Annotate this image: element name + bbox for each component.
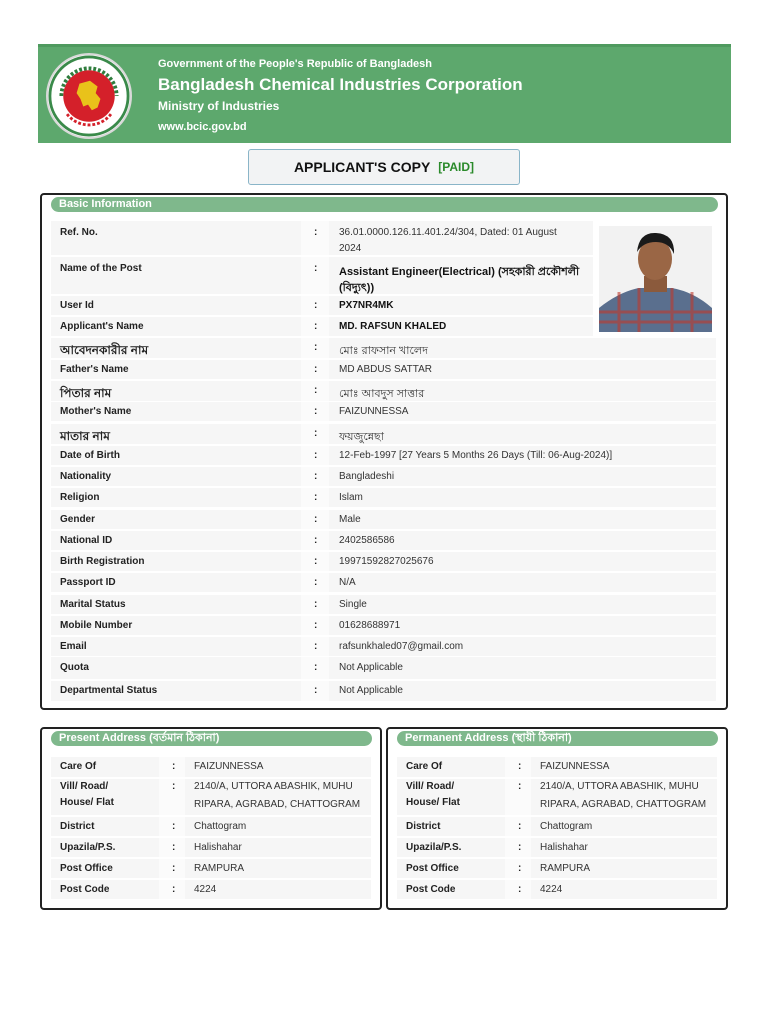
- field-label: Passport ID: [60, 577, 116, 588]
- basic-info-row: [51, 338, 716, 358]
- field-separator: :: [314, 406, 318, 417]
- field-value: rafsunkhaled07@gmail.com: [339, 641, 464, 652]
- field-separator: :: [314, 364, 318, 375]
- basic-info-row: [51, 637, 716, 656]
- field-separator: :: [518, 761, 522, 772]
- basic-info-row: [51, 573, 716, 592]
- field-value: MD ABDUS SATTAR: [339, 364, 432, 375]
- field-label: Father's Name: [60, 364, 129, 375]
- field-separator: :: [314, 685, 318, 696]
- government-seal-logo: [46, 53, 132, 139]
- field-label: User Id: [60, 300, 94, 311]
- field-separator: :: [314, 577, 318, 588]
- header-banner: [38, 44, 731, 143]
- present-address-row: [51, 757, 371, 777]
- permanent-address-row: [397, 779, 717, 815]
- present-address-row: [51, 817, 371, 836]
- basic-info-row: [51, 446, 716, 465]
- field-label: Post Office: [60, 863, 113, 874]
- field-separator: :: [314, 428, 318, 439]
- permanent-address-row: [397, 817, 717, 836]
- field-separator: :: [314, 471, 318, 482]
- field-label: মাতার নাম: [60, 429, 110, 443]
- field-separator: :: [314, 662, 318, 673]
- basic-information-heading: Basic Information: [51, 197, 718, 212]
- website-link[interactable]: www.bcic.gov.bd: [158, 121, 247, 133]
- present-address-row: [51, 838, 371, 857]
- field-label: District: [60, 821, 95, 832]
- field-value: Halishahar: [194, 842, 242, 853]
- field-value: Single: [339, 599, 367, 610]
- field-value: Assistant Engineer(Electrical) (সহকারী প্রকৌশলী: [339, 266, 580, 278]
- paid-status-badge: [PAID]: [438, 160, 475, 174]
- field-separator: :: [172, 821, 176, 832]
- organization-name: Bangladesh Chemical Industries Corporation: [158, 75, 523, 94]
- permanent-address-heading: Permanent Address (স্থায়ী ঠিকানা): [397, 731, 718, 746]
- field-value: ফয়জুন্নেছা: [339, 431, 384, 443]
- field-separator: :: [314, 641, 318, 652]
- field-value: Islam: [339, 492, 363, 503]
- field-label: Date of Birth: [60, 450, 120, 461]
- field-separator: :: [172, 863, 176, 874]
- basic-info-row: [51, 424, 716, 444]
- field-separator: :: [314, 342, 318, 353]
- field-value: FAIZUNNESSA: [540, 761, 610, 772]
- ministry-name: Ministry of Industries: [158, 99, 280, 113]
- field-value: 2140/A, UTTORA ABASHIK, MUHU: [194, 781, 353, 792]
- permanent-address-row: [397, 838, 717, 857]
- basic-info-row: [51, 360, 716, 379]
- field-separator: :: [314, 385, 318, 396]
- field-label: Post Code: [406, 884, 456, 895]
- field-label: Mobile Number: [60, 620, 133, 631]
- field-label: Applicant's Name: [60, 321, 144, 332]
- field-separator: :: [314, 535, 318, 546]
- field-label: Care Of: [406, 761, 443, 772]
- field-value: 4224: [194, 884, 217, 895]
- field-separator: :: [518, 863, 522, 874]
- field-value: Bangladeshi: [339, 471, 395, 482]
- field-label: Nationality: [60, 471, 112, 482]
- field-separator: :: [172, 884, 176, 895]
- field-separator: :: [172, 842, 176, 853]
- field-value: 36.01.0000.126.11.401.24/304, Dated: 01 August: [339, 227, 557, 238]
- field-label: Marital Status: [60, 599, 126, 610]
- field-label: Post Office: [406, 863, 459, 874]
- present-address-row: [51, 880, 371, 899]
- field-value: মোঃ আবদুস সাত্তার: [339, 388, 425, 400]
- field-label: Vill/ Road/: [406, 781, 455, 792]
- field-value: Male: [339, 514, 361, 525]
- field-value: RAMPURA: [540, 863, 591, 874]
- basic-info-row: [51, 531, 716, 550]
- field-value: 19971592827025676: [339, 556, 434, 567]
- field-value-continued: RIPARA, AGRABAD, CHATTOGRAM: [194, 799, 361, 810]
- field-label: District: [406, 821, 441, 832]
- field-separator: :: [314, 492, 318, 503]
- field-value: 2140/A, UTTORA ABASHIK, MUHU: [540, 781, 699, 792]
- basic-info-row: [51, 317, 593, 336]
- basic-info-row: [51, 296, 593, 315]
- applicant-photo: [599, 226, 712, 332]
- present-address-row: [51, 779, 371, 815]
- field-label: Birth Registration: [60, 556, 145, 567]
- field-label: পিতার নাম: [60, 386, 112, 400]
- present-address-row: [51, 859, 371, 878]
- field-separator: :: [518, 781, 522, 792]
- field-separator: :: [314, 620, 318, 631]
- field-value: 4224: [540, 884, 563, 895]
- field-label: Vill/ Road/: [60, 781, 109, 792]
- field-separator: :: [172, 781, 176, 792]
- field-separator: :: [314, 514, 318, 525]
- field-label: Ref. No.: [60, 227, 98, 238]
- field-value-continued: 2024: [339, 243, 362, 254]
- field-separator: :: [518, 821, 522, 832]
- field-label-continued: House/ Flat: [406, 797, 460, 808]
- field-label: Mother's Name: [60, 406, 132, 417]
- field-value-continued: RIPARA, AGRABAD, CHATTOGRAM: [540, 799, 707, 810]
- field-label: আবেদনকারীর নাম: [60, 343, 149, 357]
- field-label: Departmental Status: [60, 685, 158, 696]
- field-label: Quota: [60, 662, 89, 673]
- field-separator: :: [314, 450, 318, 461]
- field-value: 01628688971: [339, 620, 401, 631]
- field-value: FAIZUNNESSA: [339, 406, 409, 417]
- basic-info-row: [51, 257, 593, 294]
- field-label: Upazila/P.S.: [60, 842, 116, 853]
- field-value: RAMPURA: [194, 863, 245, 874]
- permanent-address-row: [397, 880, 717, 899]
- field-separator: :: [314, 556, 318, 567]
- field-value: N/A: [339, 577, 356, 588]
- basic-info-row: [51, 467, 716, 486]
- field-separator: :: [314, 321, 318, 332]
- field-separator: :: [518, 884, 522, 895]
- field-separator: :: [518, 842, 522, 853]
- field-value: Not Applicable: [339, 662, 403, 673]
- field-separator: :: [172, 761, 176, 772]
- basic-info-row: [51, 510, 716, 529]
- permanent-address-row: [397, 859, 717, 878]
- field-label: Gender: [60, 514, 96, 525]
- field-label: National ID: [60, 535, 113, 546]
- field-separator: :: [314, 599, 318, 610]
- field-label: Post Code: [60, 884, 110, 895]
- field-label: Religion: [60, 492, 100, 503]
- field-separator: :: [314, 263, 318, 274]
- field-separator: :: [314, 300, 318, 311]
- field-value: 2402586586: [339, 535, 395, 546]
- basic-info-row: [51, 552, 716, 571]
- field-value: Chattogram: [194, 821, 247, 832]
- field-separator: :: [314, 227, 318, 238]
- field-value: PX7NR4MK: [339, 300, 394, 311]
- basic-info-row: [51, 488, 716, 507]
- basic-info-row: [51, 595, 716, 614]
- field-value: Halishahar: [540, 842, 588, 853]
- field-value: FAIZUNNESSA: [194, 761, 264, 772]
- present-address-heading: Present Address (বর্তমান ঠিকানা): [51, 731, 372, 746]
- field-value-continued: (বিদ্যুৎ)): [339, 282, 375, 294]
- field-label: Email: [60, 641, 87, 652]
- field-label: Name of the Post: [60, 263, 142, 274]
- government-line: Government of the People's Republic of Bangladesh: [158, 58, 432, 70]
- basic-info-row: [51, 657, 716, 679]
- permanent-address-row: [397, 757, 717, 777]
- field-value: Not Applicable: [339, 685, 403, 696]
- basic-info-row: [51, 221, 593, 255]
- basic-info-row: [51, 402, 716, 421]
- field-value: Chattogram: [540, 821, 593, 832]
- field-value: MD. RAFSUN KHALED: [339, 321, 447, 332]
- basic-info-row: [51, 616, 716, 635]
- basic-info-row: [51, 381, 716, 401]
- field-value: মোঃ রাফসান খালেদ: [339, 345, 428, 357]
- field-label: Care Of: [60, 761, 97, 772]
- applicant-copy-banner: [248, 149, 520, 185]
- copy-title: APPLICANT'S COPY: [293, 159, 431, 175]
- field-value: 12-Feb-1997 [27 Years 5 Months 26 Days (Till: 06-Aug-2024)]: [339, 450, 613, 461]
- basic-info-row: [51, 681, 716, 701]
- field-label: Upazila/P.S.: [406, 842, 462, 853]
- field-label-continued: House/ Flat: [60, 797, 114, 808]
